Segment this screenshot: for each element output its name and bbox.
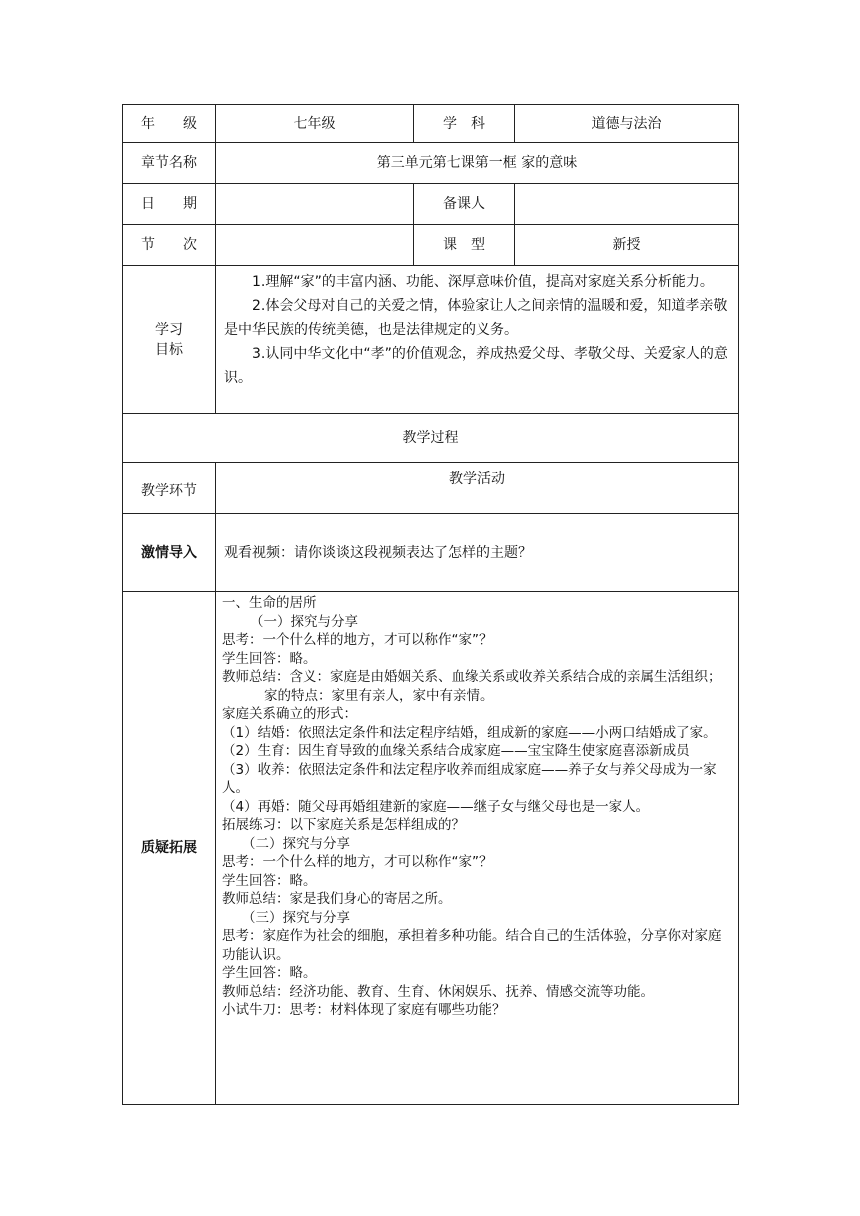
chapter-value: 第三单元第七课第一框 家的意味 (216, 143, 739, 184)
period-label: 节 次 (123, 225, 216, 266)
activity-line: （三）探究与分享 (242, 909, 350, 926)
objective-item: 3.认同中华文化中“孝”的价值观念，养成热爱父母、孝敬父母、关爱家人的意识。 (224, 346, 728, 386)
process-title-row (123, 414, 739, 463)
subject-label: 学 科 (414, 105, 515, 143)
chapter-label: 章节名称 (123, 143, 216, 184)
objectives-label-line2: 目标 (155, 341, 183, 358)
intro-stage: 激情导入 (123, 514, 216, 592)
objectives-label (123, 266, 216, 414)
type-value: 新授 (515, 225, 739, 266)
activity-line: 家庭关系确立的形式： (222, 706, 357, 722)
objective-item: 1.理解“家”的丰富内涵、功能、深厚意味价值，提高对家庭关系分析能力。 (252, 274, 714, 290)
activity-column-header: 教学活动 (216, 463, 739, 514)
grade-row (123, 105, 739, 143)
activity-line: （2）生育：因生育导致的血缘关系结合成家庭——宝宝降生使家庭喜添新成员 (222, 743, 690, 759)
explore-row (123, 592, 739, 1105)
process-title: 教学过程 (123, 414, 739, 463)
activity-line: （一）探究与分享 (250, 613, 358, 630)
subject-value: 道德与法治 (515, 105, 739, 143)
teacher-label: 备课人 (414, 184, 515, 225)
intro-row (123, 514, 739, 592)
process-header-row (123, 463, 739, 514)
objective-item: 2.体会父母对自己的关爱之情，体验家让人之间亲情的温暖和爱，知道孝亲敬是中华民族的传统美德，也是法律规定的义务。 (224, 298, 728, 338)
activity-line: （1）结婚：依照法定条件和法定程序结婚，组成新的家庭——小两口结婚成了家。 (222, 724, 717, 741)
type-label: 课 型 (414, 225, 515, 266)
objectives-label-line1: 学习 (155, 321, 183, 338)
activity-line: 思考：一个什么样的地方，才可以称作“家”？ (222, 854, 493, 870)
objectives-content (216, 266, 739, 414)
explore-activity (216, 592, 739, 1105)
activity-line: 学生回答：略。 (222, 965, 317, 981)
activity-line: 思考：一个什么样的地方，才可以称作“家”？ (222, 632, 493, 648)
grade-value: 七年级 (216, 105, 414, 143)
activity-line: 思考：家庭作为社会的细胞，承担着多种功能。结合自己的生活体验，分享你对家庭功能认识。 (222, 928, 722, 963)
period-row (123, 225, 739, 266)
activity-line: （3）收养：依照法定条件和法定程序收养而组成家庭——养子女与养父母成为一家人。 (222, 761, 717, 796)
chapter-row (123, 143, 739, 184)
objectives-row (123, 266, 739, 414)
activity-line: 家的特点：家里有亲人，家中有亲情。 (264, 687, 494, 704)
activity-line: 教师总结：家是我们身心的寄居之所。 (222, 891, 452, 907)
lesson-plan-table (122, 104, 739, 1105)
activity-line: 学生回答：略。 (222, 650, 317, 667)
teacher-value (515, 184, 739, 225)
activity-line: 教师总结：经济功能、教育、生育、休闲娱乐、抚养、情感交流等功能。 (222, 983, 654, 1000)
activity-line: （二）探究与分享 (242, 835, 350, 852)
explore-stage: 质疑拓展 (123, 592, 216, 1105)
date-value (216, 184, 414, 225)
intro-activity: 观看视频：请你谈谈这段视频表达了怎样的主题？ (216, 514, 739, 592)
period-value (216, 225, 414, 266)
stage-column-header: 教学环节 (123, 463, 216, 514)
activity-line: 小试牛刀：思考：材料体现了家庭有哪些功能？ (222, 1002, 506, 1018)
activity-line: （4）再婚：随父母再婚组建新的家庭——继子女与继父母也是一家人。 (222, 798, 650, 815)
grade-label: 年 级 (123, 105, 216, 143)
activity-line: 学生回答：略。 (222, 872, 317, 889)
activity-line: 教师总结：含义：家庭是由婚姻关系、血缘关系或收养关系结合成的亲属生活组织； (222, 669, 722, 685)
activity-line: 一、生命的居所 (222, 595, 317, 611)
date-row (123, 184, 739, 225)
date-label: 日 期 (123, 184, 216, 225)
activity-line: 拓展练习：以下家庭关系是怎样组成的？ (222, 817, 465, 833)
